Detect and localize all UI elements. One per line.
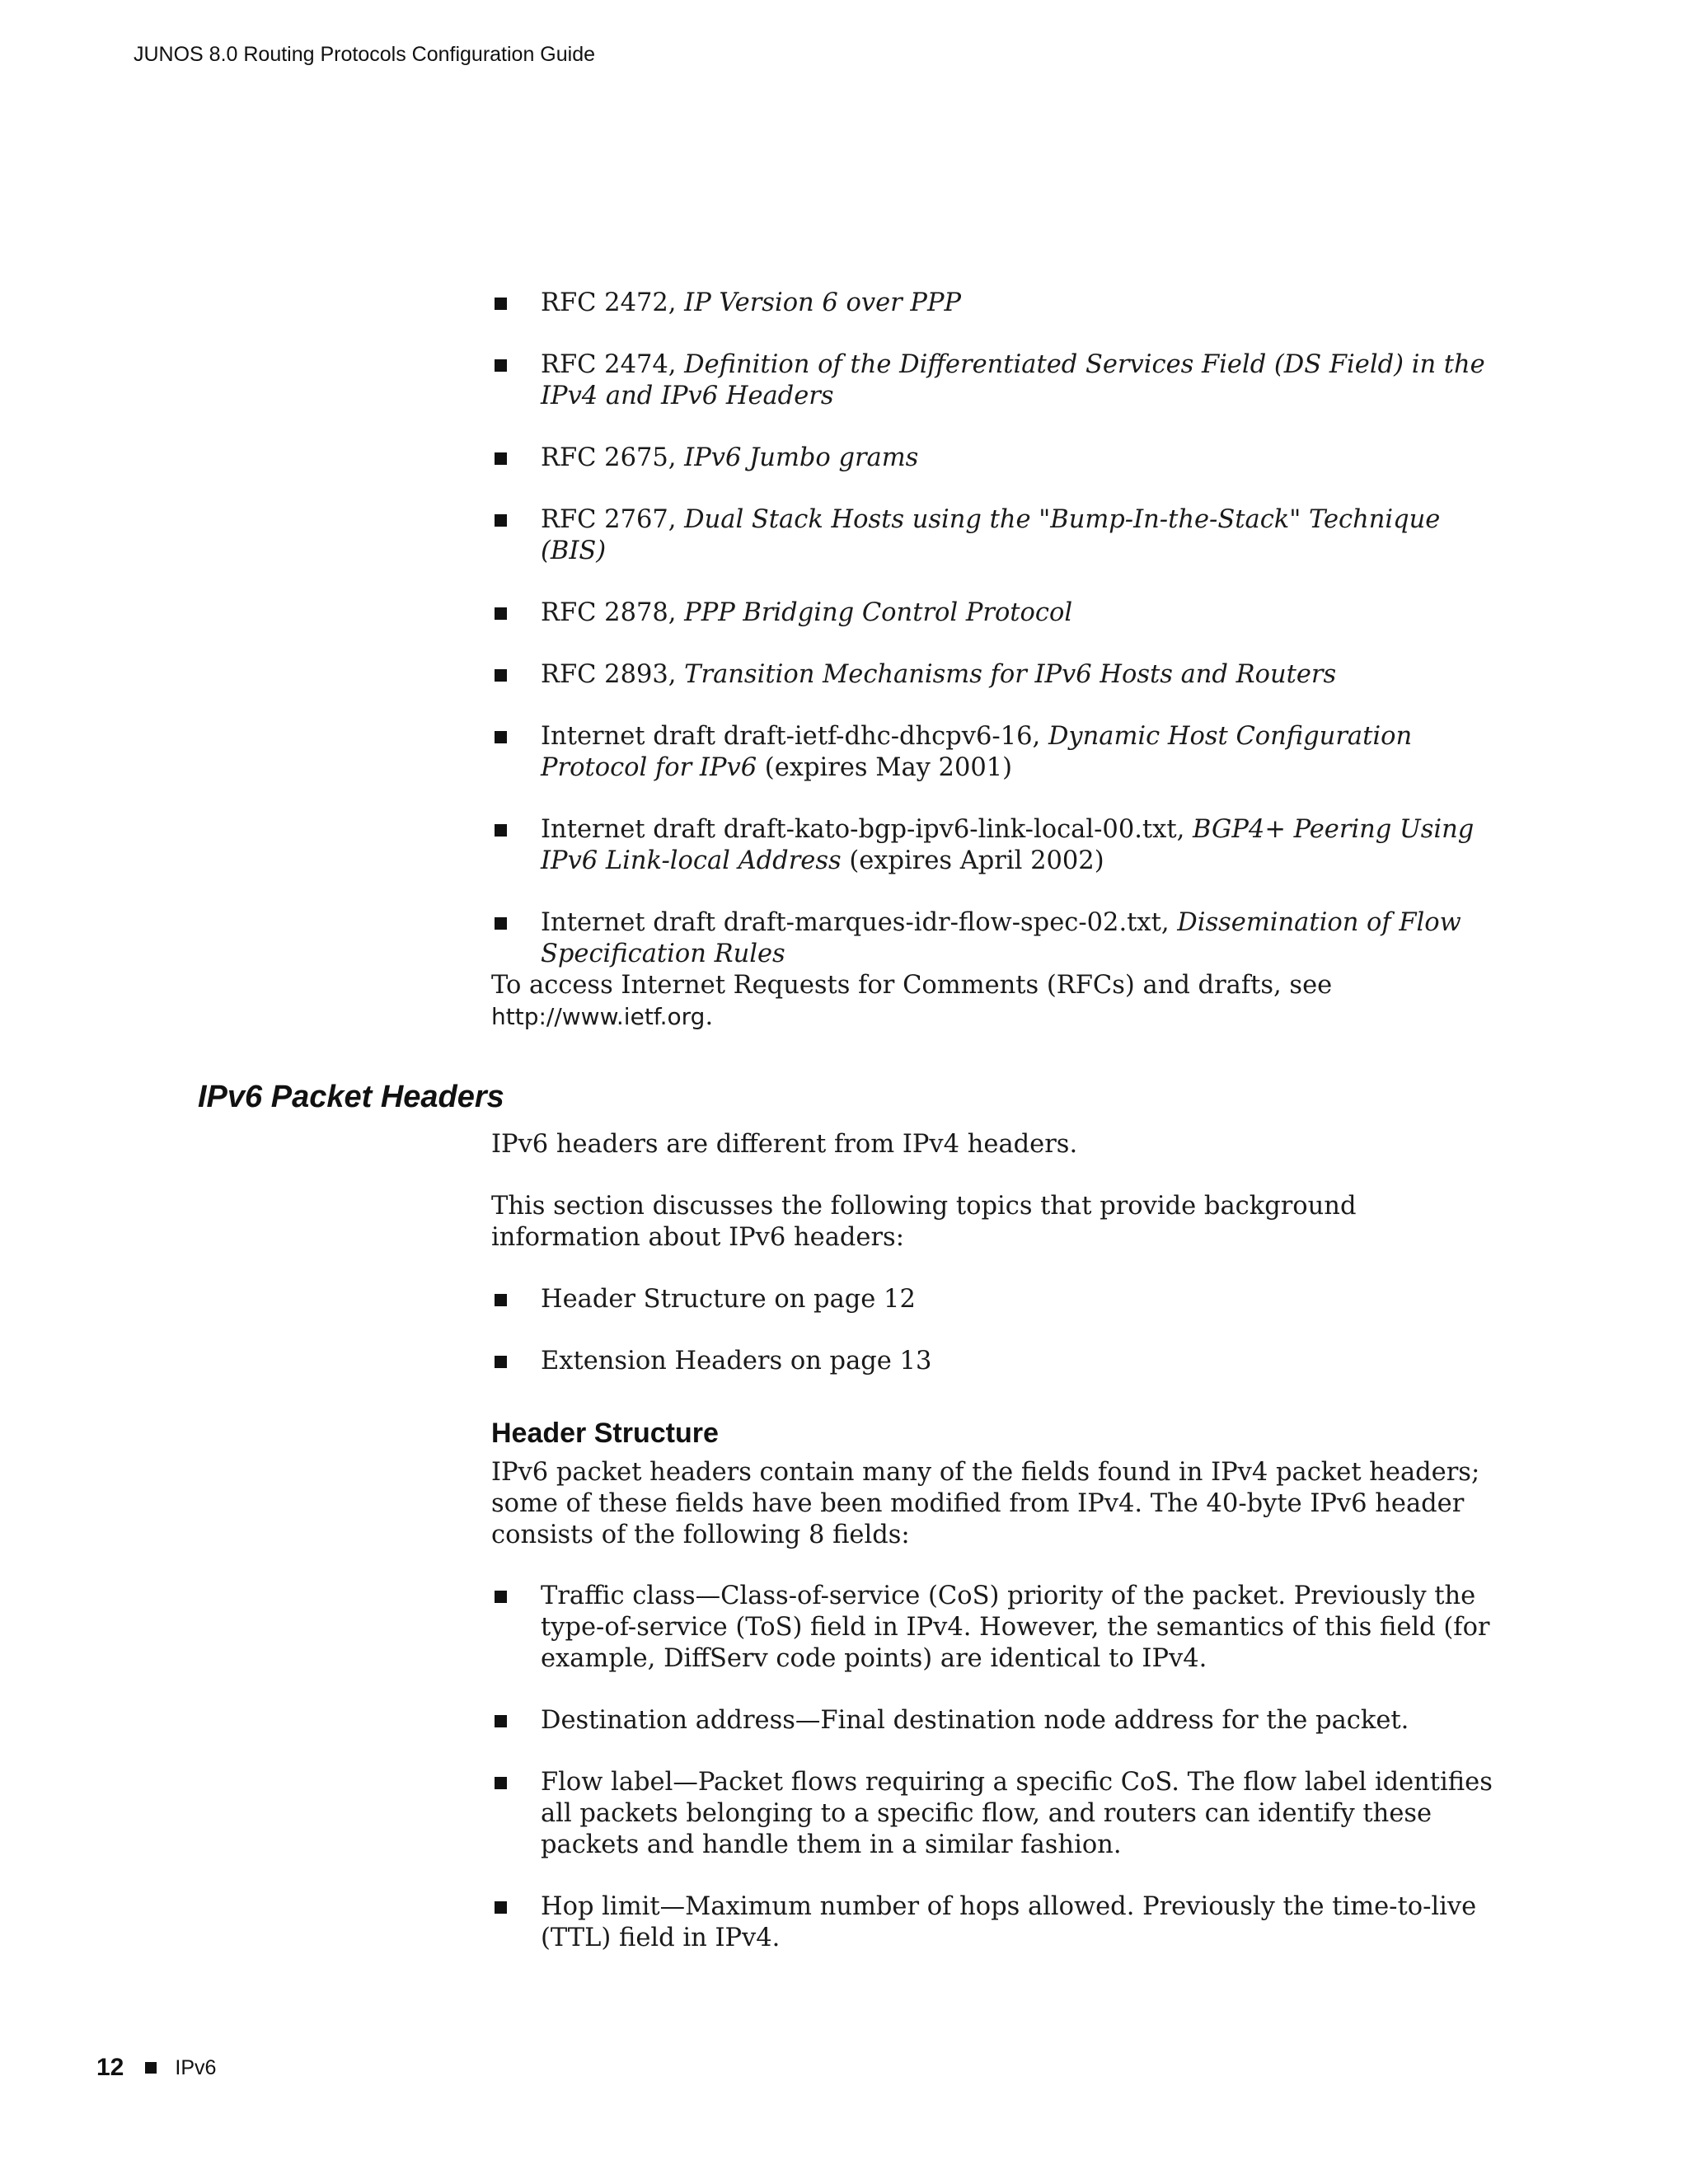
bullet-square-icon (495, 359, 507, 372)
rfc-title: Dissemination of Flow Specification Rules (541, 908, 1461, 968)
rfc-title: IPv6 Jumbo grams (684, 443, 919, 472)
running-header: JUNOS 8.0 Routing Protocols Configuration Guide (134, 43, 596, 66)
rfc-list (491, 288, 1497, 1001)
access-note: To access Internet Requests for Comments (RFCs) and drafts, see http://www.ietf.org. (491, 971, 1333, 1031)
list-item: RFC 2893, Transition Mechanisms for IPv6 Hosts and Routers (491, 659, 1497, 691)
topic-link[interactable]: Header Structure on page 12 (541, 1285, 916, 1314)
chapter-name: IPv6 (175, 2055, 217, 2079)
section-heading: IPv6 Packet Headers (198, 1080, 504, 1114)
bullet-square-icon (495, 1901, 507, 1914)
bullet-square-icon (495, 731, 507, 743)
list-item: Flow label—Packet flows requiring a specific CoS. The flow label identifies all packets belonging to a specific flow, and routers can identify these packets and handle them in a similar fashion. (491, 1767, 1497, 1861)
footer-square-icon (145, 2062, 157, 2074)
list-item: RFC 2767, Dual Stack Hosts using the "Bump-In-the-Stack" Technique (BIS) (491, 504, 1497, 567)
list-item: Traffic class—Class-of-service (CoS) priority of the packet. Previously the type-of-service (ToS) field in IPv4. However, the semantics of this field (for example, DiffServ code points) are identical to IPv4. (491, 1581, 1497, 1675)
list-item: Internet draft draft-kato-bgp-ipv6-link-local-00.txt, BGP4+ Peering Using IPv6 Link-local Address (expires April 2002) (491, 814, 1497, 877)
page-number: 12 (96, 2054, 124, 2081)
fields-list (491, 1581, 1497, 1985)
rfc-title: Dual Stack Hosts using the "Bump-In-the-Stack" Technique (BIS) (541, 505, 1441, 565)
rfc-title: Dynamic Host Configuration Protocol for IPv6 (541, 722, 1413, 782)
subsection-heading: Header Structure (491, 1418, 719, 1449)
rfc-title: Transition Mechanisms for IPv6 Hosts and Routers (684, 660, 1337, 689)
list-item[interactable] (491, 1346, 1497, 1377)
list-item: RFC 2878, PPP Bridging Control Protocol (491, 598, 1497, 629)
list-item[interactable] (491, 1284, 1497, 1315)
list-item: Internet draft draft-marques-idr-flow-spec-02.txt, Dissemination of Flow Specification Rules (491, 907, 1497, 970)
bullet-square-icon (495, 1777, 507, 1789)
list-item: RFC 2474, Definition of the Differentiated Services Field (DS Field) in the IPv4 and IPv6 Headers (491, 349, 1497, 412)
bullet-square-icon (495, 607, 507, 620)
bullet-square-icon (495, 1591, 507, 1603)
list-item: RFC 2675, IPv6 Jumbo grams (491, 443, 1497, 474)
page-footer (96, 2054, 216, 2082)
ietf-link[interactable]: http://www.ietf.org (491, 1003, 706, 1030)
subsection-body: IPv6 packet headers contain many of the fields found in IPv4 packet headers; some of these fields have been modified from IPv4. The 40-byte IPv6 header consists of the following 8 fields: (491, 1458, 1480, 1549)
bullet-square-icon (495, 1294, 507, 1306)
rfc-title: BGP4+ Peering Using IPv6 Link-local Address (541, 815, 1475, 875)
bullet-square-icon (495, 514, 507, 527)
bullet-square-icon (495, 824, 507, 837)
bullet-square-icon (495, 1715, 507, 1727)
bullet-square-icon (495, 452, 507, 465)
rfc-title: IP Version 6 over PPP (684, 288, 961, 317)
bullet-square-icon (495, 298, 507, 310)
bullet-square-icon (495, 669, 507, 682)
topics-list (491, 1284, 1497, 1408)
list-item: Destination address—Final destination node address for the packet. (491, 1705, 1497, 1736)
list-item: Internet draft draft-ietf-dhc-dhcpv6-16, Dynamic Host Configuration Protocol for IPv6 (expires May 2001) (491, 721, 1497, 784)
topics-intro: This section discusses the following topics that provide background information about IPv6 headers: (491, 1192, 1357, 1252)
rfc-title: PPP Bridging Control Protocol (684, 598, 1073, 627)
topic-link[interactable]: Extension Headers on page 13 (541, 1347, 932, 1376)
rfc-title: Definition of the Differentiated Services Field (DS Field) in the IPv4 and IPv6 Headers (541, 350, 1485, 410)
section-intro: IPv6 headers are different from IPv4 headers. (491, 1130, 1078, 1159)
bullet-square-icon (495, 1356, 507, 1368)
list-item: Hop limit—Maximum number of hops allowed. Previously the time-to-live (TTL) field in IPv4. (491, 1891, 1497, 1954)
bullet-square-icon (495, 917, 507, 930)
list-item: RFC 2472, IP Version 6 over PPP (491, 288, 1497, 319)
